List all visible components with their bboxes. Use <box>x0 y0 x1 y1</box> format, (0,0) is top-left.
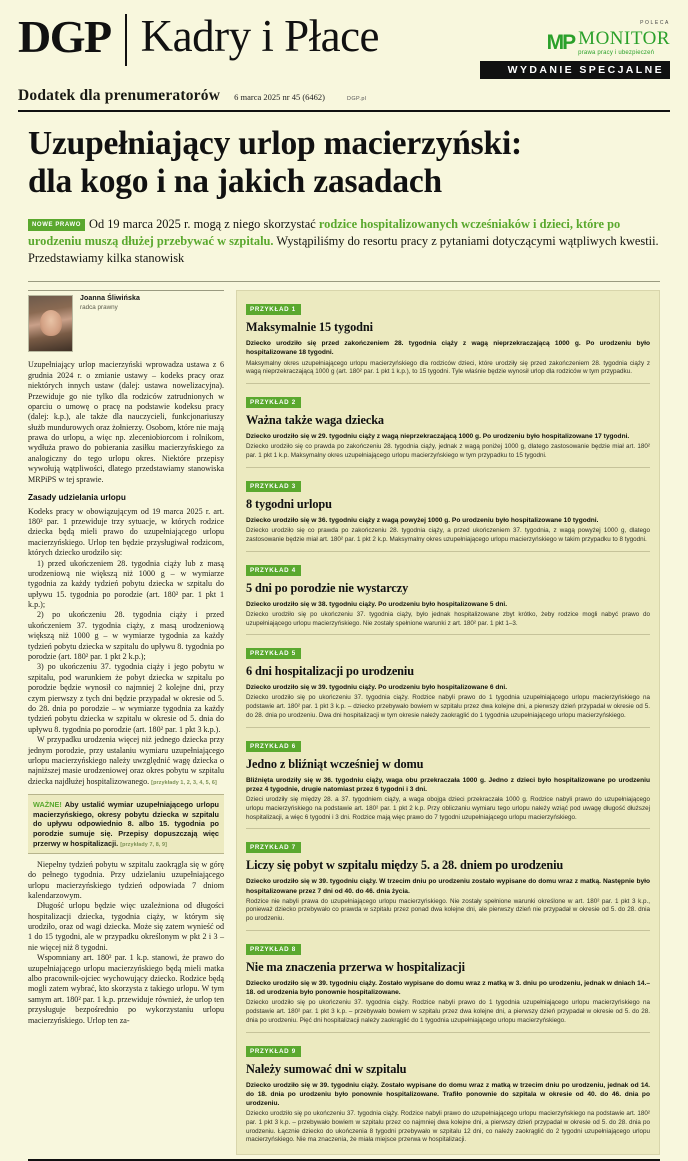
important-callout <box>28 794 224 854</box>
special-edition-banner: WYDANIE SPECJALNE <box>480 61 670 79</box>
monitor-tagline: prawa pracy i ubezpieczeń <box>578 50 655 56</box>
article-column <box>28 290 224 1155</box>
example-explanation: Dziecko urodziło się co prawda po zakończeniu 28. tygodnia ciąży, a przed ukończeniem 37. tygodnia, z wagą powyżej 1000 g, dlatego zastosowanie będzie miał art. 180² par. 1 pkt 2 k.p. Maksymalny okres uzupełniającego urlopu macierzyńskiego w takim przypadku to 8 tygodni. <box>246 526 650 543</box>
article-section-heading: Zasady udzielania urlopu <box>28 493 126 503</box>
lead-highlight: rodzice hospitalizowanych wcześniaków i dzieci, które po urodzeniu muszą dłużej przebywać w szpitalu. <box>28 217 621 249</box>
masthead-divider <box>125 14 127 66</box>
example-badge: PRZYKŁAD 1 <box>246 304 301 315</box>
example-block <box>246 475 650 552</box>
mp-logo-icon: MP <box>546 31 575 54</box>
site-label: DGP.pl <box>347 96 367 102</box>
headline-line-2: dla kogo i na jakich zasadach <box>28 162 442 200</box>
supplement-label: Dodatek dla prenumeratorów <box>18 87 221 104</box>
lead-text-before: Od 19 marca 2025 r. mogą z niego skorzystać <box>89 217 319 232</box>
example-badge: PRZYKŁAD 9 <box>246 1046 301 1057</box>
author-role: radca prawny <box>80 304 118 312</box>
example-title: 5 dni po porodzie nie wystarczy <box>246 580 409 595</box>
example-separator <box>246 930 650 931</box>
example-separator <box>246 828 650 829</box>
example-title: Maksymalnie 15 tygodni <box>246 320 373 335</box>
headline-line-1: Uzupełniający urlop macierzyński: <box>28 125 523 162</box>
example-title: Nie ma znaczenia przerwa w hospitalizacji <box>246 960 465 975</box>
example-badge: PRZYKŁAD 2 <box>246 397 301 408</box>
article-body <box>28 360 224 1026</box>
example-scenario: Dziecko urodziło się w 36. tygodniu ciąży z wagą powyżej 1000 g. Po urodzeniu było hospitalizowane 10 tygodni. <box>246 516 599 524</box>
page-title <box>28 125 670 200</box>
example-separator <box>246 634 650 635</box>
author-name: Joanna Śliwińska <box>80 295 140 303</box>
example-explanation: Maksymalny okres uzupełniającego urlopu macierzyńskiego dla rodziców dzieci, które urodziły się przed zakończeniem 28. tygodnia ciąży z wagą nieprzekraczającą 1000 g (art. 180² par. 1 pkt 1 k.p.), to 15 tygodni. Tyle właśnie będzie wynosił urlop dla rodziców w tym przypadku. <box>246 359 650 376</box>
example-block <box>246 298 650 384</box>
example-title: 6 dni hospitalizacji po urodzeniu <box>246 664 414 679</box>
lead-text-after: Wystąpiliśmy do resortu pracy z pytaniami dotyczącymi wątpliwych kwestii. Przedstawiamy kilka stanowisk <box>28 234 659 266</box>
lead-rule <box>28 281 660 282</box>
important-text: Aby ustalić wymiar uzupełniającego urlopu macierzyńskiego, okresy pobytu dziecka w szpitalu do upływu odpowiednio 8. albo 15. tygodnia po porodzie sumuje się. Przepisy dopuszczają więc przerwy w hospitalizacji. <box>33 800 219 848</box>
example-badge: PRZYKŁAD 6 <box>246 741 301 752</box>
article-intro: Uzupełniający urlop macierzyński wprowadza ustawa z 6 grudnia 2024 r. o zmianie ustawy – kodeks pracy oraz niektórych innych ustaw (dalej: ustawa nowelizacyjna). Przewiduje go nie tylko dla rodziców zatrudnionych w oparciu o umowę o pracę na podstawie kodeksu pracy (dalej: k.p.), ale także dla nauczycieli, funkcjonariuszy służb mundurowych oraz żołnierzy. Osobom, które nie mają prawa do urlopu, a więc np. zleceniobiorcom i rolnikom, wydłuża prawo do pobierania zasiłku macierzyńskiego za analogiczny do tego urlopu okres. Niektóre przepisy wywołują wątpliwości, dlatego przedstawiamy stanowiska MRPiPS w tej sprawie. <box>28 360 224 484</box>
monitor-promo <box>480 14 670 79</box>
example-scenario: Dziecko urodziło się w 29. tygodniu ciąży z wagą nieprzekraczającą 1000 g. Po urodzeniu było hospitalizowane 17 tygodni. <box>246 433 630 441</box>
lead-paragraph <box>28 216 670 267</box>
important-label: WAŻNE! <box>33 800 62 810</box>
example-badge: PRZYKŁAD 4 <box>246 565 301 576</box>
example-scenario: Dziecko urodziło się przed zakończeniem 28. tygodnia ciąży z wagą nieprzekraczającą 1000 g. Po urodzeniu było hospitalizowane 18 tygodni. <box>246 340 650 357</box>
example-badge: PRZYKŁAD 8 <box>246 944 301 955</box>
example-title: Należy sumować dni w szpitalu <box>246 1061 407 1076</box>
example-explanation: Rodzice nie nabyli prawa do uzupełniającego urlopu macierzyńskiego. Nie zostały spełnione warunki określone w art. 180² par. 1 pkt 3 k.p., ponieważ dziecko przebywało co prawda w szpitalu przez ponad dwa kolejne dni, ale pierwszy dzień nie przypadał w okresie od 5. do 28. dnia po urodzeniu. <box>246 897 650 923</box>
article-paragraph: 2) po ukończeniu 28. tygodnia ciąży i przed ukończeniem 37. tygodnia ciąży, z masą urodzeniową większą niż 1000 g – w wymiarze tygodnia za każdy tydzień pobytu dziecka w szpitalu do upływu 8. tygodnia po porodzie (art. 180² par. 1 pkt 2 k.p.); <box>28 610 224 662</box>
example-explanation: Dziecko urodziło się po ukończeniu 37. tygodnia ciąży, było jednak hospitalizowane zbyt krótko, żeby rodzice mogli nabyć prawo do uzupełniającego urlopu macierzyńskiego. Nie zostały spełnione warunki z art. 180² par. 1 pkt 1–3. <box>246 610 650 627</box>
example-explanation: Dziecko urodziło się po ukończeniu 37. tygodnia ciąży. Rodzice nabyli prawo do 1 tygodnia uzupełniającego urlopu macierzyńskiego na podstawie art. 180² par. 1 pkt 3 k.p. – przebywało bowiem w szpitalu przez dwa kolejne dni, a pierwszy dzień przypadał w okresie od 5. do 28. dnia po urodzeniu. Pięć dni hospitalizacji należy zaokrąglić do 1 tygodnia uzupełniającego urlopu macierzyńskiego. <box>246 999 650 1024</box>
article-paragraph: 1) przed ukończeniem 28. tygodnia ciąży lub z masą urodzeniową nie większą niż 1000 g – w wymiarze tygodnia za każdy tydzień pobytu dziecka w szpitalu do upływu 15. tygodnia po porodzie (art. 180² par. 1 pkt 1 k.p.); <box>28 558 224 610</box>
example-explanation: Dziecko urodziło się po ukończeniu 37. tygodnia ciąży. Rodzice nabyli prawo do uzupełniającego urlopu macierzyńskiego na podstawie art. 180² par. 1 pkt 3 k.p. – przebywało bowiem w szpitalu przez co najmniej dwa kolejne dni, a pierwszy dzień przypadał w okresie od 5. do 28. dnia po urodzeniu. Łącznie dziecko do ukończenia 8 tygodni przebywało w szpitalu 12 dni, co należy zaokrąglić do 2 tygodni uzupełniającego urlopu macierzyńskiego. Nie ma znaczenia, że miała miejsce przerwa w hospitalizacji. <box>246 1110 650 1144</box>
example-title: Ważna także waga dziecka <box>246 413 384 428</box>
example-separator <box>246 551 650 552</box>
article-paragraph <box>28 735 224 787</box>
masthead-rule <box>18 110 670 112</box>
logo-dgp: DGP <box>18 11 111 62</box>
logo-kadry-i-place: Kadry i Płace <box>140 11 380 61</box>
example-block <box>246 735 650 830</box>
example-badge: PRZYKŁAD 7 <box>246 842 301 853</box>
example-scenario: Dziecko urodziło się w 39. tygodniu ciąży. Po urodzeniu było hospitalizowane 6 dni. <box>246 684 508 692</box>
example-explanation: Dzieci urodziły się między 28. a 37. tygodniem ciąży, a waga obojga dzieci przekraczała 1000 g. Rodzice nabyli prawo do uzupełniającego urlopu macierzyńskiego na podstawie art. 180² par. 1 pkt 2 k.p. Przy obliczaniu wymiaru tego urlopu należy wziąć pod uwagę długość dłuższej hospitalizacji, a więc 6 tygodni i 3 dni. Rodzice mają więc prawo do 7 tygodni uzupełniającego urlopu macierzyńskiego. <box>246 796 650 821</box>
new-law-badge: NOWE PRAWO <box>28 219 85 231</box>
example-block <box>246 938 650 1033</box>
example-title: Liczy się pobyt w szpitalu między 5. a 28. dniem po urodzeniu <box>246 858 564 873</box>
example-explanation: Dziecko urodziło się po ukończeniu 37. tygodnia ciąży. Rodzice nabyli prawo do 1 tygodnia uzupełniającego urlopu macierzyńskiego na podstawie art. 180² par. 1 pkt 3 k.p. – dziecko przebywało bowiem w szpitalu przez dwa kolejne dni, a pierwszy dzień przypadał w okresie od 5. do 28. dnia po urodzeniu. Dwa dni hospitalizacji w tym okresie należy zaokrąglić do 1 tygodnia uzupełniającego urlopu macierzyńskiego. <box>246 694 650 720</box>
example-separator <box>246 383 650 384</box>
avatar <box>28 295 73 352</box>
article-paragraph: 3) po ukończeniu 37. tygodnia ciąży i jego pobytu w szpitalu, pod warunkiem że pobyt dziecka w szpitalu po porodzie będzie wynosił co najmniej 2 kolejne dni, przy czym pierwszy z tych dni będzie przypadał w okresie od 5. do 28. dnia po porodzie – w wymiarze tygodnia za każdy tydzień pobytu dziecka w szpitalu w okresie od 5. dnia do upływu 8. tygodnia po porodzie (art. 180² par. 1 pkt 3 k.p.). <box>28 662 224 734</box>
example-title: Jedno z bliźniąt wcześniej w domu <box>246 756 424 771</box>
example-scenario: Dziecko urodziło się w 39. tygodniu ciąży. Zostało wypisane do domu wraz z matką w 3. dniu po urodzeniu, jednak w dniach 14.–18. od urodzenia było ponownie hospitalizowane. <box>246 980 650 997</box>
author-byline <box>28 295 224 352</box>
example-scenario: Dziecko urodziło się w 39. tygodniu ciąży. W trzecim dniu po urodzeniu zostało wypisane do domu wraz z matką. Następnie było hospitalizowane przez 7 dni od 40. do 46. dnia życia. <box>246 878 650 895</box>
example-badge: PRZYKŁAD 3 <box>246 481 301 492</box>
example-scenario: Dziecko urodziło się w 38. tygodniu ciąży. Po urodzeniu było hospitalizowane 5 dni. <box>246 600 508 608</box>
example-badge: PRZYKŁAD 5 <box>246 648 301 659</box>
article-paragraph-text: W przypadku urodzenia więcej niż jednego dziecka przy jednym porodzie, przy ustalaniu wymiaru uzupełniającego urlopu macierzyńskiego należy uwzględnić wagę dziecka o najniższej masie urodzeniowej oraz okres pobytu w szpitalu dziecka najdłużej hospitalizowanego. <box>28 735 224 786</box>
example-block <box>246 836 650 931</box>
article-paragraph: Wspomniany art. 180² par. 1 k.p. stanowi, że prawo do uzupełniającego urlopu macierzyńskiego będą mieli matka albo pracownik-ojciec wychowujący dziecko. Rodzice będą mogli zatem wybrać, kto skorzysta z takiego urlopu. W tym samym art. 180² par. 1 k.p. przewiduje również, że urlop ten przysługuje bezpośrednio po wykorzystaniu urlopu macierzyńskiego. Urlop ten za- <box>28 953 224 1025</box>
example-block <box>246 642 650 728</box>
example-reference: [przykłady 1, 2, 3, 4, 5, 6] <box>151 779 217 786</box>
supplement-line <box>18 87 670 105</box>
monitor-wordmark: MONITOR <box>578 28 670 49</box>
article-paragraph: Kodeks pracy w obowiązującym od 19 marca 2025 r. art. 180² par. 1 przewiduje trzy sytuacje, w których rodzice dziecka będą mieli prawo do uzupełniającego urlopu macierzyńskiego. Urlop ten będzie przysługiwał rodzicom, których dziecko urodziło się: <box>28 506 224 558</box>
poleca-label: POLECA <box>640 20 670 26</box>
example-separator <box>246 467 650 468</box>
masthead <box>18 0 670 79</box>
issue-info: 6 marca 2025 nr 45 (6462) <box>234 92 325 102</box>
article-paragraph: Niepełny tydzień pobytu w szpitalu zaokrągla się w górę do pełnego tygodnia. Przy udzielaniu uzupełniającego urlopu macierzyńskiego tydzień odpowiada 7 dniom kalendarzowym. <box>28 859 224 900</box>
examples-panel <box>236 290 660 1155</box>
example-block <box>246 391 650 468</box>
content-columns <box>18 290 670 1155</box>
example-scenario: Bliźnięta urodziły się w 36. tygodniu ciąży, waga obu przekraczała 1000 g. Jedno z dzieci było hospitalizowane po urodzeniu przez 4 tygodnie, drugie natomiast przez 6 tygodni i 3 dni. <box>246 776 650 793</box>
example-separator <box>246 727 650 728</box>
example-title: 8 tygodni urlopu <box>246 496 332 511</box>
example-block <box>246 1040 650 1146</box>
example-block <box>246 559 650 636</box>
author-rule <box>28 290 224 291</box>
article-paragraph: Długość urlopu będzie więc uzależniona od długości hospitalizacji dziecka, tygodnia ciąży, w którym się urodziło, oraz od wagi dziecka. Może się zatem wynieść od 1 do 15 tygodni, ale w przypadku określonym w pkt 2 i 3 – nie więcej niż 8 tygodni. <box>28 901 224 952</box>
example-scenario: Dziecko urodziło się w 39. tygodniu ciąży. Zostało wypisane do domu wraz z matką w trzecim dniu po urodzeniu, jednak od 14. do 18. dnia po urodzeniu było ponownie hospitalizowane. Trafiło ponownie do szpitala w okresie od 40. do 46. dnia po urodzeniu. <box>246 1081 650 1107</box>
example-separator <box>246 1032 650 1033</box>
example-explanation: Dziecko urodziło się co prawda po zakończeniu 28. tygodnia ciąży, jednak z wagą poniżej 1000 g, dlatego zastosowanie będzie miał art. 180² par. 1 pkt 1 k.p. Maksymalny okres uzupełniającego urlopu macierzyńskiego w tym przypadku to 15 tygodni. <box>246 443 650 460</box>
example-reference: [przykłady 7, 8, 9] <box>120 841 168 848</box>
examples-column <box>236 290 660 1155</box>
